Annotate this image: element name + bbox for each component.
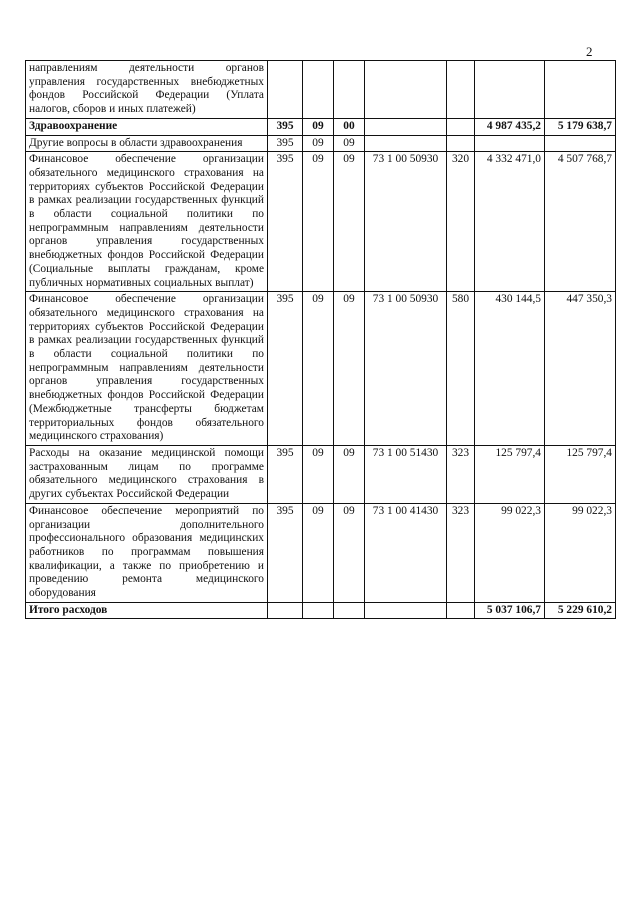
row-amount-year1 bbox=[475, 61, 545, 119]
row-amount-year2: 125 797,4 bbox=[545, 445, 616, 503]
row-section-code: 09 bbox=[303, 135, 334, 152]
table-row bbox=[26, 152, 616, 292]
row-grbs-code: 395 bbox=[268, 503, 303, 602]
row-expense-type bbox=[447, 61, 475, 119]
row-amount-year2 bbox=[545, 61, 616, 119]
row-section-code: 09 bbox=[303, 503, 334, 602]
row-target-article bbox=[365, 135, 447, 152]
row-subsection-code: 09 bbox=[334, 135, 365, 152]
row-target-article: 73 1 00 50930 bbox=[365, 152, 447, 292]
row-subsection-code: 00 bbox=[334, 118, 365, 135]
row-section-code: 09 bbox=[303, 118, 334, 135]
row-amount-year1: 4 987 435,2 bbox=[475, 118, 545, 135]
row-expense-type: 580 bbox=[447, 292, 475, 446]
row-amount-year1 bbox=[475, 135, 545, 152]
row-grbs-code bbox=[268, 602, 303, 619]
table-row bbox=[26, 602, 616, 619]
row-section-code: 09 bbox=[303, 152, 334, 292]
row-name: Финансовое обеспечение мероприятий по организации дополнительного профессионального образования медицинских работников по программам повышения квалификации, а также по приобретению и проведению ремонта медицинского оборудования bbox=[26, 503, 268, 602]
row-amount-year1: 125 797,4 bbox=[475, 445, 545, 503]
row-name: Другие вопросы в области здравоохранения bbox=[26, 135, 268, 152]
row-subsection-code: 09 bbox=[334, 292, 365, 446]
row-name: Расходы на оказание медицинской помощи застрахованным лицам по программе обязательного медицинского страхования в других субъектах Российской Федерации bbox=[26, 445, 268, 503]
row-amount-year2: 5 179 638,7 bbox=[545, 118, 616, 135]
row-target-article bbox=[365, 61, 447, 119]
row-amount-year1: 430 144,5 bbox=[475, 292, 545, 446]
row-amount-year2 bbox=[545, 135, 616, 152]
row-grbs-code: 395 bbox=[268, 292, 303, 446]
row-section-code bbox=[303, 602, 334, 619]
page-number: 2 bbox=[586, 44, 593, 59]
expenditure-table bbox=[25, 60, 616, 619]
row-grbs-code: 395 bbox=[268, 152, 303, 292]
table-row bbox=[26, 135, 616, 152]
row-amount-year2: 99 022,3 bbox=[545, 503, 616, 602]
row-grbs-code: 395 bbox=[268, 135, 303, 152]
row-subsection-code bbox=[334, 602, 365, 619]
row-section-code: 09 bbox=[303, 292, 334, 446]
row-grbs-code: 395 bbox=[268, 118, 303, 135]
row-subsection-code: 09 bbox=[334, 445, 365, 503]
table-row bbox=[26, 503, 616, 602]
row-amount-year1: 4 332 471,0 bbox=[475, 152, 545, 292]
row-amount-year2: 5 229 610,2 bbox=[545, 602, 616, 619]
row-expense-type: 323 bbox=[447, 445, 475, 503]
row-target-article: 73 1 00 41430 bbox=[365, 503, 447, 602]
row-name: Финансовое обеспечение организации обязательного медицинского страхования на территориях субъектов Российской Федерации в рамках реализации государственных функций в области социальной политики по непрограммным направлениям деятельности органов управления государственных внебюджетных фондов Российской Федерации (Социальные выплаты гражданам, кроме публичных нормативных социальных выплат) bbox=[26, 152, 268, 292]
row-name: Здравоохранение bbox=[26, 118, 268, 135]
row-amount-year1: 5 037 106,7 bbox=[475, 602, 545, 619]
row-target-article: 73 1 00 50930 bbox=[365, 292, 447, 446]
row-name: направлениям деятельности органов управления государственных внебюджетных фондов Российской Федерации (Уплата налогов, сборов и иных платежей) bbox=[26, 61, 268, 119]
row-grbs-code: 395 bbox=[268, 445, 303, 503]
row-name: Финансовое обеспечение организации обязательного медицинского страхования на территориях субъектов Российской Федерации в рамках реализации государственных функций в области социальной политики по непрограммным направлениям деятельности органов управления государственных внебюджетных фондов Российской Федерации (Межбюджетные трансферты бюджетам территориальных фондов обязательного медицинского страхования) bbox=[26, 292, 268, 446]
row-target-article bbox=[365, 118, 447, 135]
table-row bbox=[26, 445, 616, 503]
row-subsection-code: 09 bbox=[334, 152, 365, 292]
row-amount-year2: 447 350,3 bbox=[545, 292, 616, 446]
row-target-article: 73 1 00 51430 bbox=[365, 445, 447, 503]
row-expense-type: 320 bbox=[447, 152, 475, 292]
row-target-article bbox=[365, 602, 447, 619]
row-expense-type: 323 bbox=[447, 503, 475, 602]
row-section-code bbox=[303, 61, 334, 119]
row-subsection-code: 09 bbox=[334, 503, 365, 602]
table-row bbox=[26, 118, 616, 135]
row-amount-year2: 4 507 768,7 bbox=[545, 152, 616, 292]
row-expense-type bbox=[447, 602, 475, 619]
table-row bbox=[26, 61, 616, 119]
row-amount-year1: 99 022,3 bbox=[475, 503, 545, 602]
row-name: Итого расходов bbox=[26, 602, 268, 619]
row-expense-type bbox=[447, 118, 475, 135]
row-expense-type bbox=[447, 135, 475, 152]
row-subsection-code bbox=[334, 61, 365, 119]
table-row bbox=[26, 292, 616, 446]
row-grbs-code bbox=[268, 61, 303, 119]
row-section-code: 09 bbox=[303, 445, 334, 503]
